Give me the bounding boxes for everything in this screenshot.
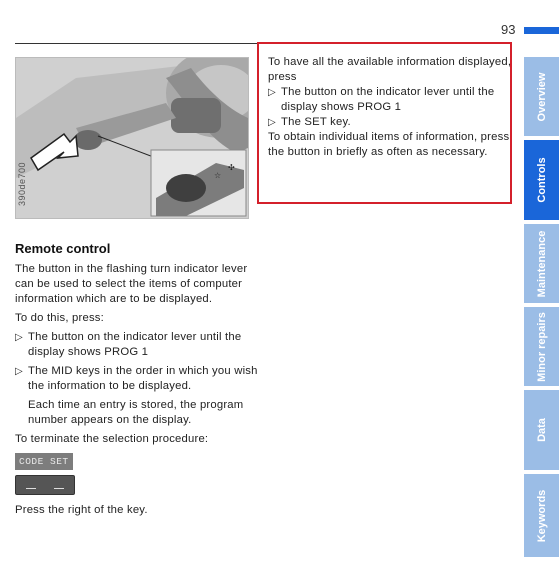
right-column-text [268,55,512,160]
svg-text:☆: ☆ [214,171,222,180]
triangle-bullet-icon: ▷ [15,332,23,343]
section-title: Remote control [15,241,111,256]
left-column-text [15,262,259,522]
mid-key-icon [15,475,75,495]
tab-controls[interactable]: Controls [524,140,559,220]
svg-text:✣: ✣ [228,163,235,172]
display-code-set: CODE SET [15,453,73,470]
paragraph: To obtain individual items of information, press the button in briefly as often as necessary. [268,131,510,158]
tab-maintenance[interactable]: Maintenance [524,224,559,303]
bullet-item: ▷ The button on the indicator lever until the display shows PROG 1 [15,331,242,358]
page-marker [524,27,559,34]
bullet-item: ▷ The button on the indicator lever until the display shows PROG 1 [268,86,495,113]
paragraph: Press the right of the key. [15,504,148,516]
triangle-bullet-icon: ▷ [15,366,23,377]
paragraph: To terminate the selection procedure: [15,433,209,445]
figure-code: 390de700 [17,162,27,207]
tab-data[interactable]: Data [524,390,559,470]
paragraph: To have all the available information displayed, press [268,56,512,83]
tab-overview[interactable]: Overview [524,57,559,136]
lever-illustration [16,58,248,218]
triangle-bullet-icon: ▷ [268,87,276,98]
illustration-turn-indicator-lever [15,57,249,219]
triangle-bullet-icon: ▷ [268,117,276,128]
paragraph: The button in the flashing turn indicator lever can be used to select the items of computer information which are to be displayed. [15,263,248,305]
header-rule [15,43,257,44]
tab-minor-repairs[interactable]: Minor repairs [524,307,559,386]
tab-keywords[interactable]: Keywords [524,474,559,557]
bullet-item: ▷ The MID keys in the order in which you wish the information to be displayed. [15,365,258,392]
bullet-continuation: Each time an entry is stored, the program number appears on the display. [28,399,244,426]
paragraph: To do this, press: [15,312,104,324]
bullet-item: ▷ The SET key. [268,116,351,128]
page-number: 93 [501,22,516,37]
